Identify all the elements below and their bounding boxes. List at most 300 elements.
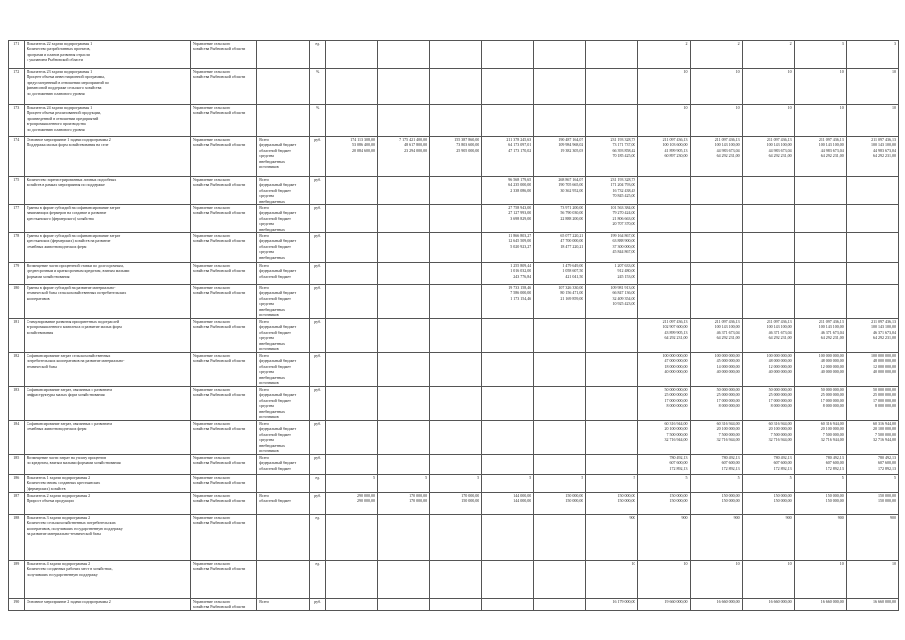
value-line: 45 000 000,00 xyxy=(716,358,740,364)
value-cell xyxy=(794,205,846,233)
value-line: 144 000,00 xyxy=(513,498,532,504)
value-cell xyxy=(846,263,898,285)
value-line: 40 000 000,00 xyxy=(873,369,896,375)
value-cell xyxy=(638,475,690,493)
value-cell xyxy=(482,233,534,263)
unit-line: руб. xyxy=(314,599,322,605)
responsible-org xyxy=(190,421,257,455)
value-cell xyxy=(430,493,482,515)
indicator-name xyxy=(24,105,190,137)
value-cell xyxy=(534,319,586,353)
value-cell xyxy=(378,177,430,205)
value-line: 3 xyxy=(841,41,844,46)
value-cell xyxy=(482,353,534,387)
value-line: 150 000,00 xyxy=(773,498,792,504)
row-number xyxy=(9,205,25,233)
unit-line: руб. xyxy=(314,233,322,239)
value-cell xyxy=(794,319,846,353)
value-line: 211 097 436,13 xyxy=(871,319,896,325)
funding-source-line: федеральный бюджет xyxy=(259,392,297,398)
funding-source xyxy=(257,387,310,421)
value-cell xyxy=(586,233,638,263)
indicator-name xyxy=(24,285,190,319)
responsible-org-line: хозяйства Рыбновской области xyxy=(192,324,246,330)
value-line: 245 153,00 xyxy=(617,273,636,279)
indicator-name xyxy=(24,493,190,515)
responsible-org-line: Управление сельского xyxy=(192,493,231,499)
value-line: 10 xyxy=(839,561,844,567)
unit-cell xyxy=(310,353,326,387)
value-line: 7 586 000,00 xyxy=(510,290,532,296)
value-line: 80 156 471,00 xyxy=(560,290,584,296)
indicator-name xyxy=(24,455,190,475)
indicator-name-line: Процент объема реализованной продукции, xyxy=(26,110,102,116)
value-line: 150 000,00 xyxy=(878,493,896,499)
value-cell xyxy=(378,455,430,475)
funding-source xyxy=(257,421,310,455)
unit-cell xyxy=(310,177,326,205)
value-cell xyxy=(430,69,482,105)
value-line: 37 300 000,00 xyxy=(612,243,636,249)
value-cell xyxy=(430,599,482,611)
value-cell xyxy=(482,421,534,455)
value-line: 100 143 100,00 xyxy=(818,142,844,148)
value-cell xyxy=(638,387,690,421)
unit-cell xyxy=(310,515,326,561)
responsible-org-line: хозяйства Рыбновской области xyxy=(192,392,246,398)
row-number-text: 173 xyxy=(13,105,20,110)
indicator-name-line: Гранты в форме субсидий на софинансирование затрат xyxy=(26,233,121,239)
value-cell xyxy=(742,263,794,285)
value-line: 172 892,13 xyxy=(825,465,844,471)
table-row xyxy=(9,421,899,455)
value-line: 64 292 231,00 xyxy=(820,153,844,159)
value-cell xyxy=(378,233,430,263)
indicator-name-line: потребительских кооперативов на развитие материально- xyxy=(26,358,125,364)
funding-source xyxy=(257,69,310,105)
value-line: 30 362 952,00 xyxy=(560,187,584,193)
value-cell xyxy=(534,233,586,263)
value-line: 40 000 000,00 xyxy=(664,369,688,375)
value-cell xyxy=(325,515,377,561)
unit-cell xyxy=(310,319,326,353)
value-line: 5 xyxy=(789,475,792,481)
value-cell xyxy=(794,177,846,205)
value-line: 27 758 943,00 xyxy=(508,205,532,211)
value-line: 780 492,13 xyxy=(669,455,688,461)
value-cell xyxy=(742,493,794,515)
value-line: 53 086 400,00 xyxy=(352,142,376,148)
value-line: 290 000,00 xyxy=(357,498,376,504)
value-cell xyxy=(690,599,742,611)
value-line: 73 971 200,00 xyxy=(560,205,584,211)
value-line: 96 568 179,65 xyxy=(508,177,532,182)
value-cell xyxy=(742,41,794,69)
value-line: 912 480,00 xyxy=(617,268,636,274)
value-line: 607 600,00 xyxy=(773,460,792,466)
funding-source xyxy=(257,493,310,515)
value-line: 2 xyxy=(789,41,792,46)
row-number xyxy=(9,285,25,319)
funding-source-line: федеральный бюджет xyxy=(259,324,297,330)
value-line: 16 660 000,00 xyxy=(716,599,740,605)
responsible-org xyxy=(190,205,257,233)
indicator-name-line: с указанием Рыбновской области xyxy=(26,57,83,63)
value-cell xyxy=(846,421,898,455)
value-line: 10 925 423,00 xyxy=(612,301,636,307)
value-line: 172 892,13 xyxy=(878,465,896,471)
value-line: 1 479 649,00 xyxy=(562,263,584,269)
value-line: 60 316 944,00 xyxy=(873,421,896,427)
value-cell xyxy=(430,177,482,205)
value-cell xyxy=(534,493,586,515)
value-cell xyxy=(586,263,638,285)
funding-source-line: федеральный бюджет xyxy=(259,210,297,216)
funding-source-line: средства xyxy=(259,335,274,341)
value-cell xyxy=(846,515,898,561)
value-line: 171 204 793,00 xyxy=(610,182,636,188)
responsible-org xyxy=(190,69,257,105)
value-cell xyxy=(482,177,534,205)
funding-source-line: источников xyxy=(259,380,279,386)
value-cell xyxy=(325,599,377,611)
value-cell xyxy=(846,475,898,493)
value-line: 10 xyxy=(787,69,792,74)
value-line: 7 500 000,00 xyxy=(666,431,688,437)
funding-source-line: источников xyxy=(259,164,279,170)
indicator-name xyxy=(24,515,190,561)
indicator-name-line: программ и планов развития отрасли xyxy=(26,51,90,57)
indicator-name-line: Количество зарегистрированных личных подсобных xyxy=(26,177,117,182)
responsible-org xyxy=(190,41,257,69)
value-line: 40 000 000,00 xyxy=(820,369,844,375)
indicator-name xyxy=(24,177,190,205)
funding-source xyxy=(257,319,310,353)
value-line: 11 866 803,27 xyxy=(508,233,532,239)
value-line: 10 xyxy=(735,561,740,567)
value-cell xyxy=(846,233,898,263)
responsible-org xyxy=(190,285,257,319)
unit-line: руб. xyxy=(314,177,322,182)
value-line: 211 097 436,13 xyxy=(662,137,688,142)
value-line: 44 983 673,04 xyxy=(716,147,740,153)
funding-source xyxy=(257,137,310,177)
value-cell xyxy=(325,455,377,475)
funding-source-line: федеральный бюджет xyxy=(259,358,297,364)
responsible-org-line: хозяйства Рыбновской области xyxy=(192,74,246,80)
value-line: 56 790 030,00 xyxy=(560,210,584,216)
value-line: 43 899 905,13 xyxy=(664,329,688,335)
value-line: 10 xyxy=(683,105,688,110)
funding-source-line: Всего xyxy=(259,353,270,359)
value-cell xyxy=(325,421,377,455)
row-number-text: 189 xyxy=(13,561,20,567)
table-row xyxy=(9,387,899,421)
row-number-text: 188 xyxy=(13,515,20,521)
value-line: 20 100 000,00 xyxy=(664,426,688,432)
responsible-org-line: Управление сельского xyxy=(192,285,231,291)
indicator-name-line: Стимулирование развития приоритетных подотраслей xyxy=(26,319,120,325)
value-line: 48 000 000,00 xyxy=(820,358,844,364)
value-cell xyxy=(794,353,846,387)
table-row xyxy=(9,233,899,263)
funding-source-line: Всего xyxy=(259,421,270,427)
value-cell xyxy=(430,285,482,319)
value-cell xyxy=(690,105,742,137)
indicator-name xyxy=(24,233,190,263)
unit-cell xyxy=(310,105,326,137)
table-row xyxy=(9,69,899,105)
indicator-name-line: начинающих фермеров на создание и развитие xyxy=(26,210,107,216)
funding-source-line: федеральный бюджет xyxy=(259,182,297,188)
indicator-name-line: Процент объема инвестиционной программы, xyxy=(26,74,105,80)
responsible-org-line: Управление сельского xyxy=(192,421,231,427)
indicator-name-line: Гранты в форме субсидий на развитие материально- xyxy=(26,285,116,291)
value-cell xyxy=(325,319,377,353)
funding-source-line: внебюджетных xyxy=(259,226,285,232)
responsible-org xyxy=(190,177,257,205)
value-cell xyxy=(638,455,690,475)
funding-source-line: средства xyxy=(259,403,274,409)
value-line: 40 000 000,00 xyxy=(768,369,792,375)
row-number xyxy=(9,353,25,387)
row-number-text: 172 xyxy=(13,69,20,74)
value-line: 5 xyxy=(373,475,376,481)
value-cell xyxy=(638,515,690,561)
value-cell xyxy=(378,493,430,515)
value-line: 46 371 673,04 xyxy=(820,329,844,335)
value-cell xyxy=(325,105,377,137)
value-cell xyxy=(534,515,586,561)
value-line: 1 058 607,50 xyxy=(562,268,584,274)
responsible-org-line: Управление сельского xyxy=(192,137,231,142)
value-cell xyxy=(482,263,534,285)
value-cell xyxy=(690,137,742,177)
value-cell xyxy=(325,263,377,285)
funding-source-line: источников xyxy=(259,448,279,454)
value-cell xyxy=(742,353,794,387)
value-line: 100 000 000,00 xyxy=(714,353,740,359)
value-line: 50 000 000,00 xyxy=(820,387,844,393)
value-cell xyxy=(742,599,794,611)
value-cell xyxy=(378,353,430,387)
responsible-org-line: хозяйства Рыбновской области xyxy=(192,460,246,466)
value-line: 8 000 000,00 xyxy=(718,403,740,409)
indicator-name-line: Количество сельскохозяйственных потребительских xyxy=(26,520,116,526)
value-line: 100 143 100,00 xyxy=(766,142,792,148)
value-cell xyxy=(534,387,586,421)
funding-source xyxy=(257,105,310,137)
value-line: 20 100 000,00 xyxy=(873,426,896,432)
value-cell xyxy=(846,561,898,599)
value-line: 5 xyxy=(581,475,584,481)
table-row xyxy=(9,319,899,353)
funding-source-line: внебюджетных xyxy=(259,408,285,414)
value-line: 8 000 000,00 xyxy=(666,403,688,409)
value-line: 211 097 436,13 xyxy=(714,319,740,325)
value-cell xyxy=(742,285,794,319)
row-number-text: 182 xyxy=(13,353,20,359)
value-cell xyxy=(794,285,846,319)
value-line: 17 000 000,00 xyxy=(768,397,792,403)
funding-source xyxy=(257,515,310,561)
value-cell xyxy=(325,233,377,263)
value-line: 780 492,13 xyxy=(825,455,844,461)
row-number-text: 181 xyxy=(13,319,20,325)
unit-cell xyxy=(310,41,326,69)
value-line: 1 207 633,00 xyxy=(614,263,636,269)
value-cell xyxy=(430,455,482,475)
value-line: 1 173 154,46 xyxy=(510,295,532,301)
value-line: 100 000 000,00 xyxy=(766,353,792,359)
responsible-org-line: хозяйства Рыбновской области xyxy=(192,358,246,364)
value-cell xyxy=(794,561,846,599)
value-cell xyxy=(378,285,430,319)
indicator-name xyxy=(24,599,190,611)
value-cell xyxy=(430,233,482,263)
funding-source-line: Всего xyxy=(259,387,270,393)
value-line: 25 000 000,00 xyxy=(716,392,740,398)
value-cell xyxy=(690,353,742,387)
row-number-text: 183 xyxy=(13,387,20,393)
funding-source-line: федеральный бюджет xyxy=(259,238,297,244)
value-line: 64 292 231,00 xyxy=(716,153,740,159)
value-line: 190 487 164,07 xyxy=(558,137,584,142)
value-cell xyxy=(846,599,898,611)
indicator-name-line: по достижению планового уровня xyxy=(26,90,85,96)
row-number xyxy=(9,177,25,205)
value-line: 780 492,13 xyxy=(721,455,740,461)
value-line: 144 000,00 xyxy=(513,493,532,499)
value-line: 211 097 436,13 xyxy=(662,319,688,325)
value-line: 421 041,50 xyxy=(565,273,584,279)
value-cell xyxy=(846,177,898,205)
value-line: 19 382 305,03 xyxy=(560,147,584,153)
value-line: 48 617 800,00 xyxy=(404,142,428,148)
value-cell xyxy=(638,285,690,319)
unit-cell xyxy=(310,421,326,455)
unit-line: руб. xyxy=(314,421,322,427)
row-number-text: 174 xyxy=(13,137,20,142)
funding-source-line: внебюджетных xyxy=(259,374,285,380)
indicator-name-line: хозяйств в рамках мероприятия по поддержке xyxy=(26,182,105,188)
responsible-org xyxy=(190,233,257,263)
value-cell xyxy=(378,515,430,561)
value-line: 211 097 436,13 xyxy=(766,319,792,325)
indicator-name-line: финансовой поддержке сельского хозяйства xyxy=(26,85,102,91)
unit-cell xyxy=(310,263,326,285)
value-line: 66 847 136,00 xyxy=(612,290,636,296)
value-line: 20 100 000,00 xyxy=(716,426,740,432)
value-line: 48 000 000,00 xyxy=(873,358,896,364)
value-cell xyxy=(690,387,742,421)
value-cell xyxy=(638,205,690,233)
table-row xyxy=(9,455,899,475)
funding-source-line: областной бюджет xyxy=(259,295,291,301)
value-cell xyxy=(846,285,898,319)
value-cell xyxy=(482,515,534,561)
value-cell xyxy=(325,69,377,105)
value-line: 172 892,13 xyxy=(773,465,792,471)
value-cell xyxy=(690,515,742,561)
funding-source xyxy=(257,475,310,493)
value-line: 150 000,00 xyxy=(825,498,844,504)
value-line: 7 175 421 400,00 xyxy=(399,137,428,142)
value-line: 50 000 000,00 xyxy=(664,387,688,393)
value-line: 172 892,13 xyxy=(721,465,740,471)
value-line: 100 143 100,00 xyxy=(766,324,792,330)
funding-source xyxy=(257,599,310,611)
indicator-name-line: Показатель 24 задачи подпрограммы 1 xyxy=(26,105,93,110)
funding-source-line: Всего xyxy=(259,455,270,461)
value-line: 12 000 000,00 xyxy=(768,363,792,369)
indicator-name-line: Софинансирование затрат, связанных с развитием xyxy=(26,387,112,393)
value-cell xyxy=(482,387,534,421)
value-line: 10 xyxy=(683,69,688,74)
unit-cell xyxy=(310,233,326,263)
value-cell xyxy=(325,205,377,233)
value-cell xyxy=(846,137,898,177)
value-line: 5 xyxy=(737,475,740,481)
value-line: 60 897 230,00 xyxy=(664,153,688,159)
unit-cell xyxy=(310,561,326,599)
indicator-name-line: кооперативов xyxy=(26,295,50,301)
table-row xyxy=(9,475,899,493)
funding-source-line: средства xyxy=(259,153,274,159)
value-cell xyxy=(325,353,377,387)
unit-line: руб. xyxy=(314,285,322,291)
value-cell xyxy=(846,105,898,137)
value-line: 100 143 100,00 xyxy=(818,324,844,330)
value-line: 25 000 000,00 xyxy=(820,392,844,398)
responsible-org-line: хозяйства Рыбновской области xyxy=(192,290,246,296)
unit-line: ед. xyxy=(315,515,321,521)
value-line: 44 983 673,04 xyxy=(873,147,896,153)
value-cell xyxy=(325,493,377,515)
value-line: 150 000,00 xyxy=(721,498,740,504)
value-cell xyxy=(586,493,638,515)
value-line: 66 393 858,42 xyxy=(612,147,636,153)
value-line: 100 143 100,00 xyxy=(714,324,740,330)
value-line: 172 892,13 xyxy=(669,465,688,471)
value-cell xyxy=(638,319,690,353)
funding-source-line: внебюджетных xyxy=(259,340,285,346)
value-line: 900 xyxy=(733,515,740,521)
value-line: 47 700 000,00 xyxy=(560,238,584,244)
value-cell xyxy=(325,177,377,205)
value-line: 17 000 000,00 xyxy=(664,397,688,403)
value-line: 46 371 673,04 xyxy=(768,329,792,335)
indicator-name-line: Прирост объема продукции xyxy=(26,498,74,504)
value-line: 45 844 867,00 xyxy=(612,249,636,255)
table-row xyxy=(9,493,899,515)
value-line: 170 000,00 xyxy=(409,498,428,504)
responsible-org xyxy=(190,599,257,611)
value-cell xyxy=(846,41,898,69)
value-line: 10 xyxy=(787,105,792,110)
value-line: 41 899 905,13 xyxy=(664,147,688,153)
row-number-text: 171 xyxy=(13,41,20,46)
value-cell xyxy=(742,387,794,421)
responsible-org xyxy=(190,515,257,561)
table-row xyxy=(9,285,899,319)
value-cell xyxy=(430,137,482,177)
row-number xyxy=(9,319,25,353)
funding-source-line: средства xyxy=(259,221,274,227)
value-cell xyxy=(690,177,742,205)
funding-source-line: источников xyxy=(259,312,279,318)
unit-line: ед. xyxy=(315,561,321,567)
